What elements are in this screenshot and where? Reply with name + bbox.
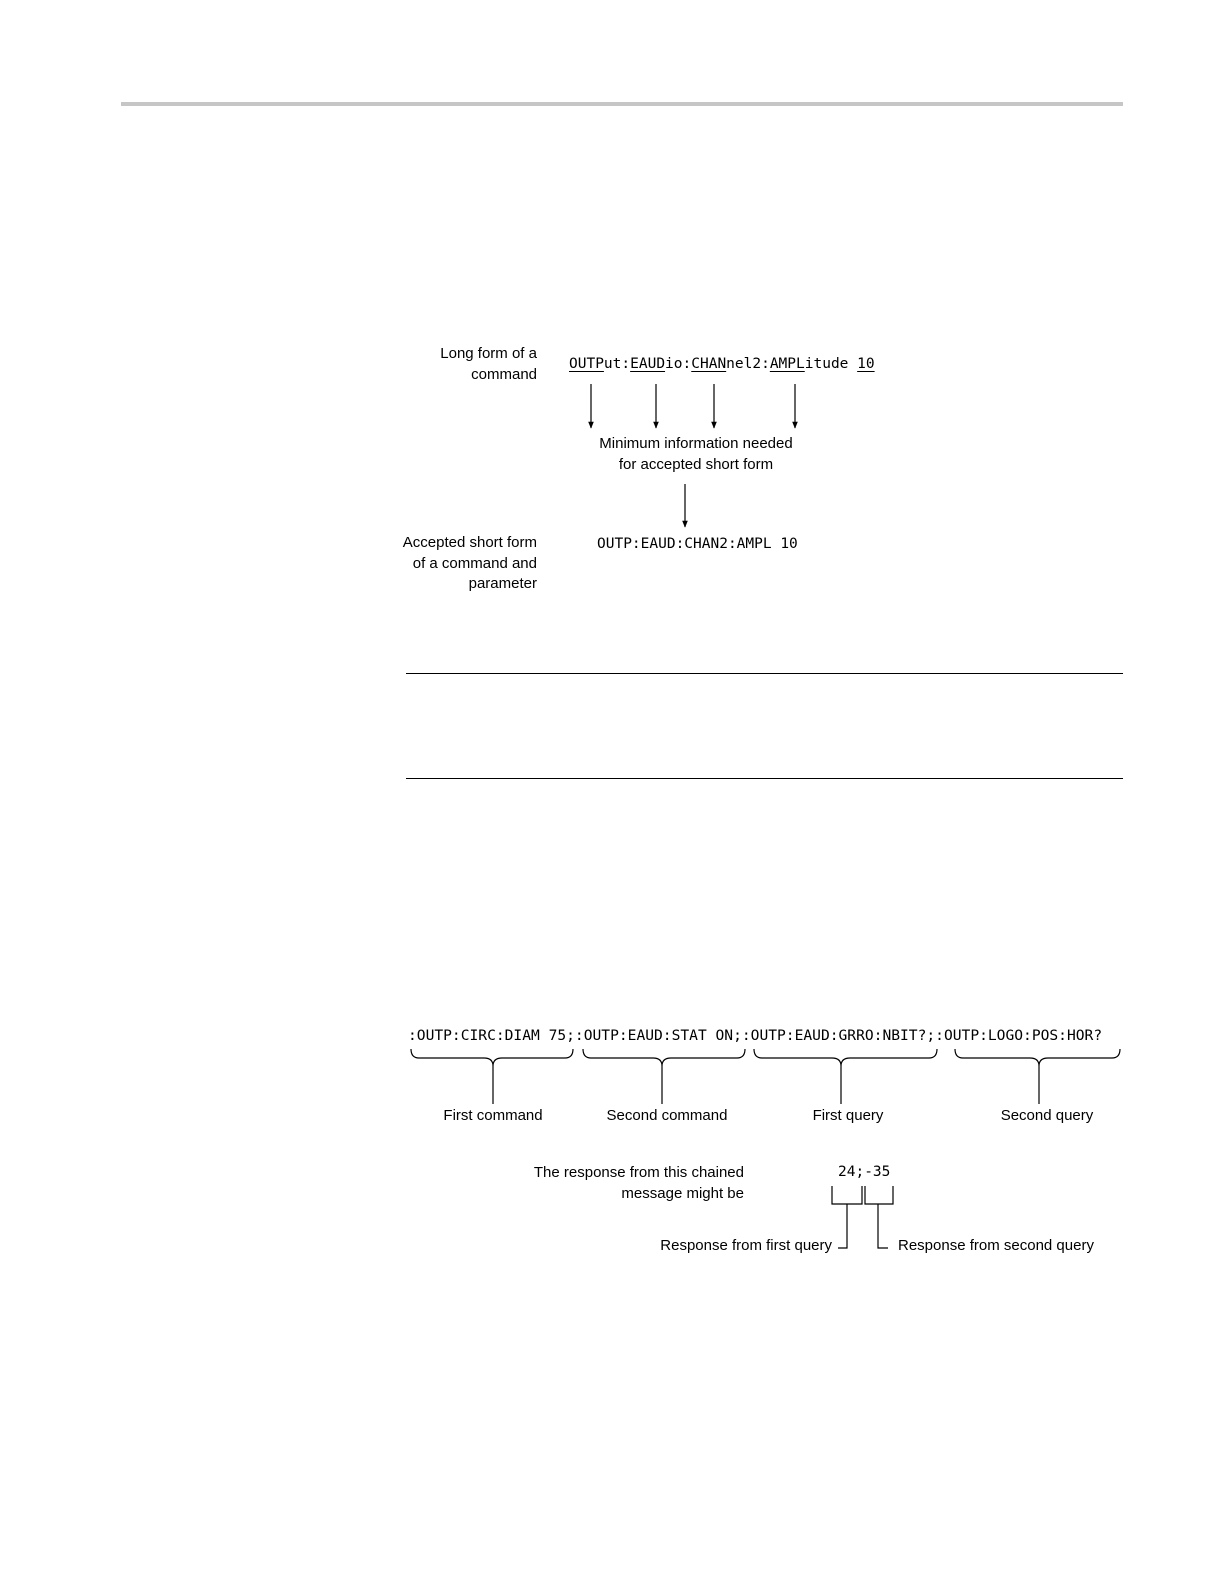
- long-form-segment: OUTP: [569, 356, 604, 372]
- long-form-segment: itude: [804, 356, 858, 372]
- long-form-segment: io:: [665, 356, 692, 372]
- brace-second-command: [583, 1049, 745, 1066]
- brace-label-first-command: First command: [443, 1107, 543, 1124]
- brace-label-second-query: Second query: [1000, 1107, 1094, 1124]
- min-info-label-line: for accepted short form: [618, 455, 774, 473]
- long-form-label-line: Long form of a: [440, 345, 537, 362]
- bracket-response-second: [865, 1186, 893, 1204]
- long-form-segment: ut:: [603, 356, 631, 372]
- min-info-label-line: Minimum information needed: [599, 435, 793, 452]
- chained-message: :OUTP:CIRC:DIAM 75;:OUTP:EAUD:STAT ON;:OUTP:EAUD:GRRO:NBIT?;:OUTP:LOGO:POS:HOR?: [408, 1027, 1103, 1044]
- response-label-line: message might be: [621, 1184, 744, 1202]
- response-label-line: The response from this chained: [533, 1164, 744, 1181]
- bracket-response-first: [832, 1186, 862, 1204]
- leader-response-second: [878, 1204, 888, 1248]
- response-second-label: Response from second query: [898, 1237, 1094, 1254]
- long-form-segment: 10: [857, 356, 875, 372]
- short-form-label-line: parameter: [468, 575, 537, 592]
- brace-label-second-command: Second command: [606, 1107, 728, 1124]
- long-form-label-line: command: [471, 365, 537, 383]
- brace-first-query: [754, 1049, 937, 1066]
- long-form-segment: nel2:: [726, 356, 770, 372]
- brace-label-first-query: First query: [812, 1107, 884, 1124]
- short-form-label-line: of a command and: [412, 554, 537, 572]
- long-form-segment: EAUD: [630, 356, 666, 372]
- brace-second-query: [955, 1049, 1120, 1066]
- long-form-segment: AMPL: [769, 356, 805, 372]
- short-form-command: OUTP:EAUD:CHAN2:AMPL 10: [597, 536, 798, 552]
- response-first-label: Response from first query: [660, 1237, 832, 1254]
- short-form-label-line: Accepted short form: [402, 534, 537, 551]
- long-form-segment: CHAN: [691, 356, 727, 372]
- response-value: 24;-35: [838, 1164, 891, 1180]
- brace-first-command: [411, 1049, 573, 1066]
- leader-response-first: [838, 1204, 847, 1248]
